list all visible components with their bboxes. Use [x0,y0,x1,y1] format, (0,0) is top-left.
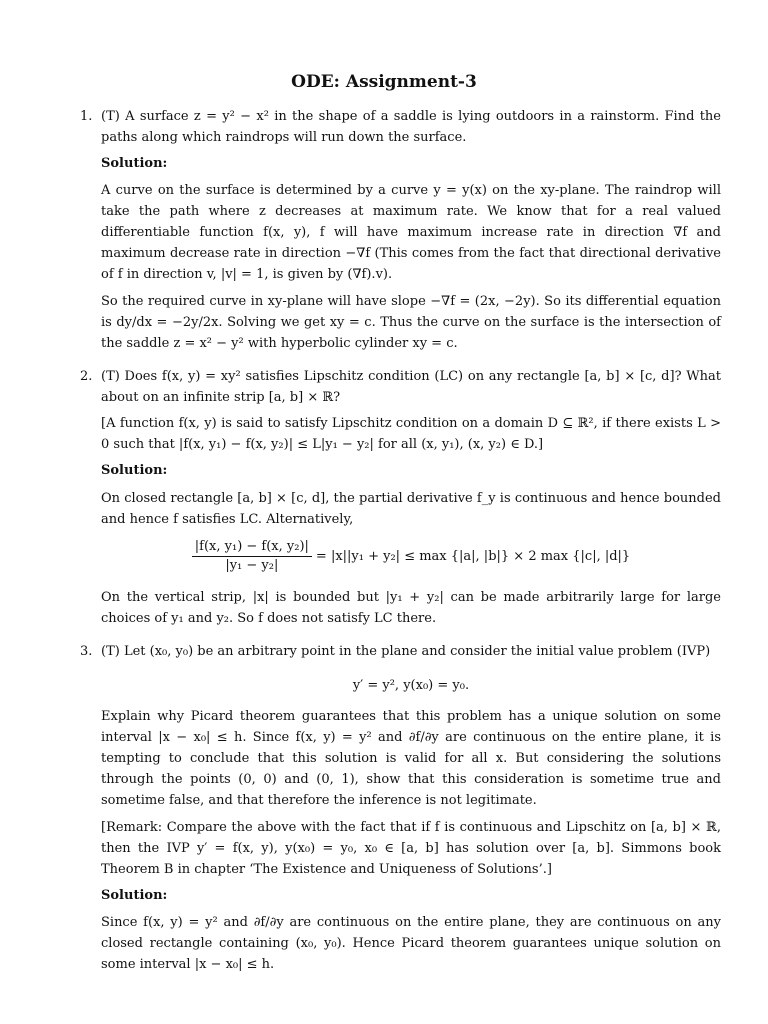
q1-solution-paragraph-1: A curve on the surface is determined by a curve y = y(x) on the xy-plane. The raindrop will take the path where z decreases at maximum rate. We know that for a real valued differentiable function f(x, y), f will have maximum increase rate in direction ∇f and maximum decrease rate in direction −∇f (This comes from the fact that directional derivative of f in direction v, |v| = 1, is given by (∇f).v). [101,183,721,282]
q1-number: 1. [80,109,93,124]
page-title: ODE: Assignment-3 [291,72,477,92]
q2-solution-paragraph-2: On the vertical strip, |x| is bounded but |y₁ + y₂| can be made arbitrarily large for large choices of y₁ and y₂. So f does not satisfy LC there. [101,590,721,626]
q3-question-paragraph: Explain why Picard theorem guarantees that this problem has a unique solution on some interval |x − x₀| ≤ h. Since f(x, y) = y² and ∂f/∂y are continuous on the entire plane, it is tempting to conclude that this solution is valid for all x. But considering the solutions through the points (0, 0) and (0, 1), show that this consideration is sometime true and sometime false, and that therefore the inference is not legitimate. [101,709,721,808]
q2-equation-rhs: = |x||y₁ + y₂| ≤ max {|a|, |b|} × 2 max {|c|, |d|} [315,548,631,564]
q2-question: (T) Does f(x, y) = xy² satisfies Lipschitz condition (LC) on any rectangle [a, b] × [c, d]? What about on an infinite strip [a, b] × ℝ? [101,369,721,405]
q3-solution-paragraph: Since f(x, y) = y² and ∂f/∂y are continuous on the entire plane, they are continuous on any closed rectangle containing (x₀, y₀). Hence Picard theorem guarantees unique solution on some interval |x − x₀| ≤ h. [101,915,721,972]
q1-solution-paragraph-2: So the required curve in xy-plane will have slope −∇f = (2x, −2y). So its differential equation is dy/dx = −2y/2x. Solving we get xy = c. Thus the curve on the surface is the intersection of the saddle z = x² − y² with hyperbolic cylinder xy = c. [101,294,721,351]
q2-equation-fraction [192,539,312,574]
q3-remark: [Remark: Compare the above with the fact that if f is continuous and Lipschitz on [a, b] × ℝ, then the IVP y′ = f(x, y), y(x₀) = y₀, x₀ ∈ [a, b] has solution over [a, b]. Simmons book Theorem B in chapter ‘The Existence and Uniqueness of Solutions’.] [101,820,721,877]
q2-definition-note: [A function f(x, y) is said to satisfy Lipschitz condition on a domain D ⊆ ℝ², if there exists L > 0 such that |f(x, y₁) − f(x, y₂)| ≤ L|y₁ − y₂| for all (x, y₁), (x, y₂) ∈ D.] [101,416,721,452]
q3-ivp-equation: y′ = y², y(x₀) = y₀. [352,678,470,693]
q2-fraction-numerator: |f(x, y₁) − f(x, y₂)| [192,539,312,557]
q3-solution-label: Solution: [101,888,168,903]
q2-number: 2. [80,369,93,384]
q3-number: 3. [80,644,93,659]
q2-solution-paragraph-1: On closed rectangle [a, b] × [c, d], the partial derivative f_y is continuous and hence bounded and hence f satisfies LC. Alternatively, [101,491,721,527]
q2-solution-label: Solution: [101,463,168,478]
q3-question: (T) Let (x₀, y₀) be an arbitrary point in the plane and consider the initial value problem (IVP) [101,644,711,659]
q1-solution-label: Solution: [101,156,168,171]
q1-question: (T) A surface z = y² − x² in the shape of a saddle is lying outdoors in a rainstorm. Find the paths along which raindrops will run down the surface. [101,109,721,145]
q2-fraction-denominator: |y₁ − y₂| [225,557,279,573]
q2-equation [101,538,721,574]
